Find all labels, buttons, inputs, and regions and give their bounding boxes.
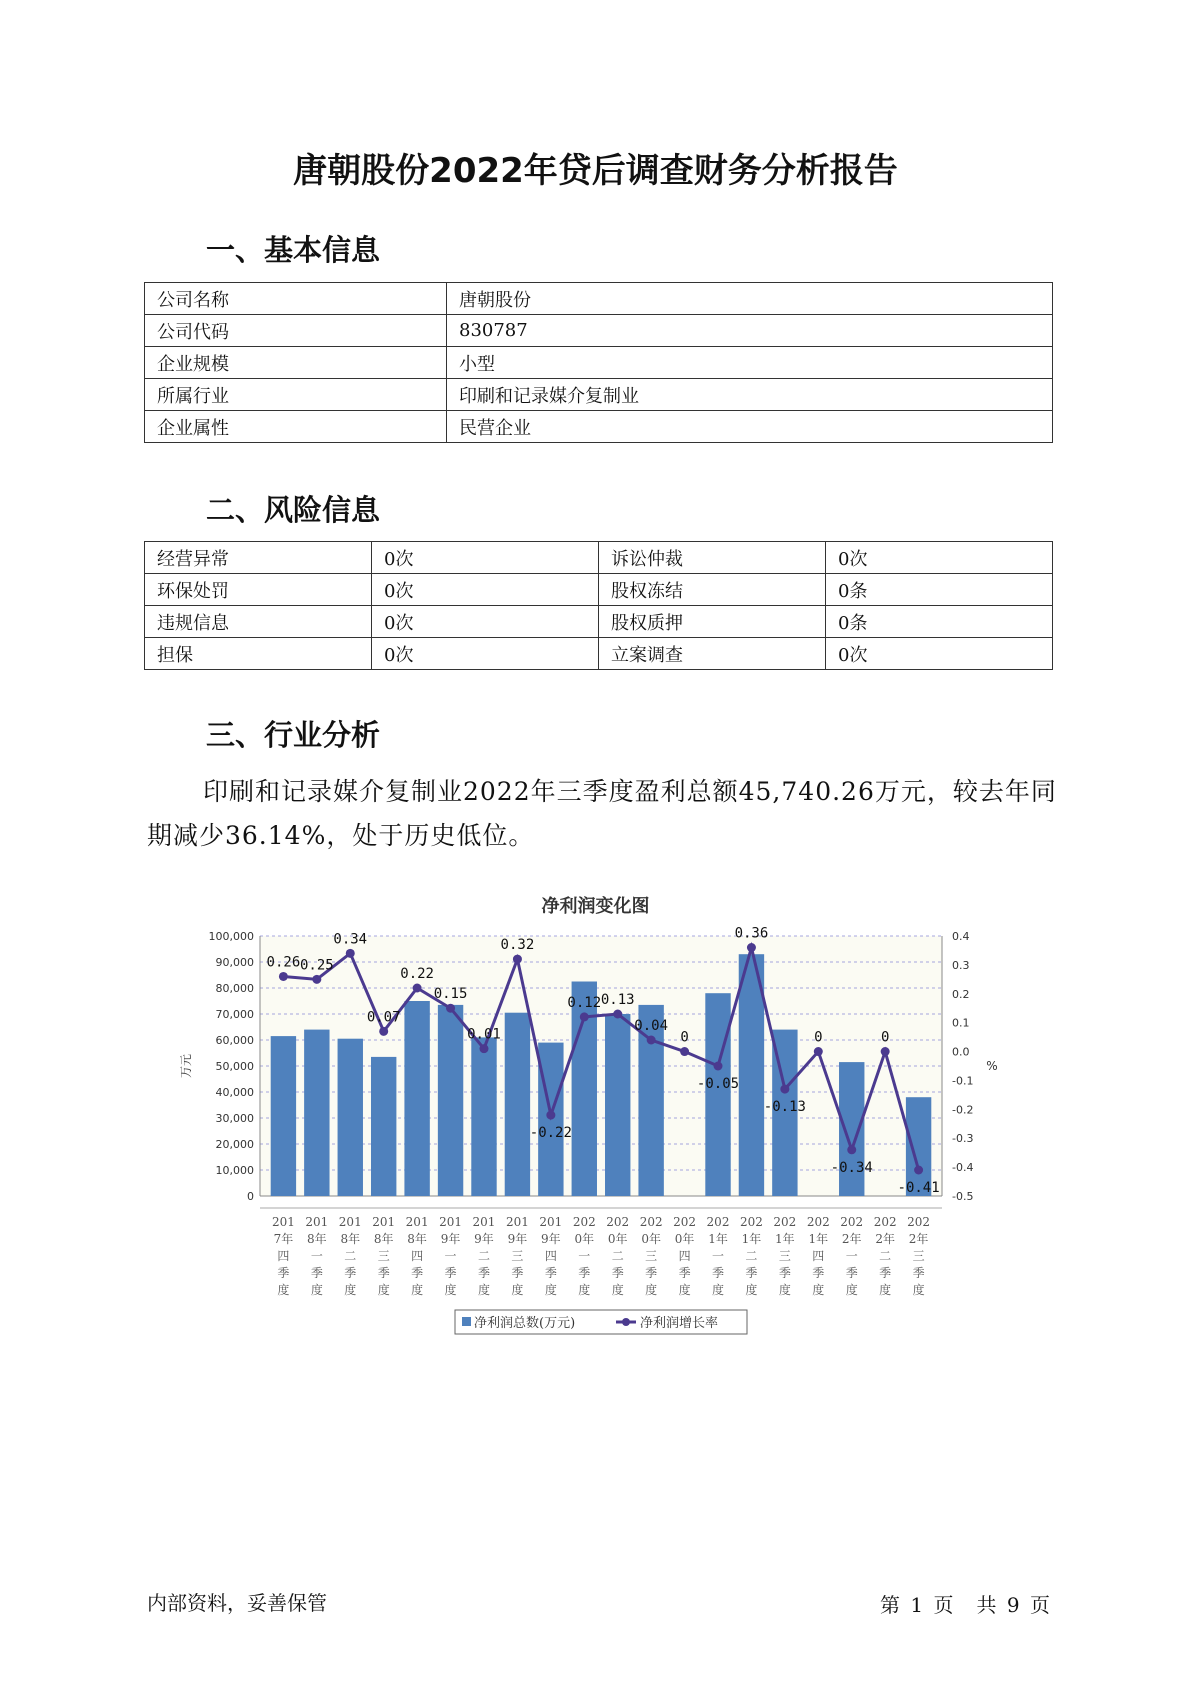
y-tick-left: 90,000 (215, 956, 254, 969)
x-tick-label: 度 (277, 1283, 290, 1297)
y-tick-right: -0.2 (952, 1103, 974, 1117)
table-row (145, 574, 1053, 606)
x-tick-label: 201 (405, 1215, 429, 1229)
growth-point (580, 1012, 589, 1021)
x-tick-label: 7年 (273, 1232, 294, 1246)
x-tick-label: 季 (411, 1266, 424, 1280)
page-number (878, 1589, 1052, 1618)
x-tick-label: 201 (472, 1215, 496, 1229)
data-label: -0.13 (763, 1099, 806, 1116)
x-tick-label: 季 (812, 1266, 825, 1280)
x-tick-label: 度 (310, 1283, 323, 1297)
x-tick-label: 度 (611, 1283, 624, 1297)
x-tick-label: 度 (544, 1283, 557, 1297)
table-row (145, 379, 1053, 411)
x-tick-label: 201 (271, 1215, 295, 1229)
x-tick-label: 度 (645, 1283, 658, 1297)
y-tick-left: 20,000 (215, 1138, 254, 1151)
x-tick-label: 201 (439, 1215, 463, 1229)
x-tick-label: 季 (578, 1266, 591, 1280)
chart-title: 净利润变化图 (541, 896, 650, 917)
growth-point (680, 1047, 689, 1056)
data-label: 0 (880, 1029, 890, 1046)
x-tick-label: 三 (778, 1249, 791, 1263)
x-tick-label: 1年 (775, 1232, 795, 1246)
y-axis-right-title: % (986, 1059, 998, 1073)
x-tick-label: 三 (912, 1249, 925, 1263)
x-tick-label: 季 (377, 1266, 390, 1280)
x-tick-label: 二 (611, 1249, 624, 1263)
x-tick-label: 季 (712, 1266, 725, 1280)
confidential-note: 内部资料，妥善保管 (147, 1591, 327, 1615)
growth-point (513, 955, 522, 964)
risk-label: 担保 (145, 638, 372, 670)
x-tick-label: 202 (873, 1215, 897, 1229)
x-tick-label: 202 (739, 1215, 763, 1229)
risk-label: 股权质押 (599, 606, 826, 638)
x-tick-label: 四 (411, 1249, 424, 1263)
data-label: -0.05 (696, 1076, 740, 1092)
x-tick-label: 一 (578, 1249, 591, 1263)
x-tick-label: 度 (879, 1283, 892, 1297)
growth-point (780, 1085, 789, 1094)
x-tick-label: 8年 (307, 1232, 327, 1246)
table-row (145, 606, 1053, 638)
bar (471, 1037, 496, 1196)
field-label: 公司名称 (145, 283, 447, 315)
x-tick-label: 三 (645, 1249, 658, 1263)
risk-value: 0次 (826, 638, 1053, 670)
x-tick-label: 一 (845, 1249, 858, 1263)
x-tick-label: 202 (673, 1215, 697, 1229)
growth-point (413, 984, 422, 993)
x-tick-label: 四 (812, 1249, 825, 1263)
y-tick-left: 40,000 (215, 1086, 254, 1099)
x-tick-label: 度 (678, 1283, 691, 1297)
field-label: 企业属性 (145, 411, 447, 443)
data-label: 0 (680, 1029, 689, 1046)
bar (271, 1036, 296, 1196)
bar (304, 1030, 329, 1196)
total-unit: 页 (1030, 1593, 1050, 1617)
x-tick-label: 201 (539, 1215, 563, 1229)
section-heading-risk-info: 二、风险信息 (206, 493, 381, 527)
risk-value: 0条 (826, 606, 1053, 638)
x-tick-label: 0年 (607, 1232, 628, 1246)
table-row (145, 638, 1053, 670)
x-tick-label: 二 (879, 1249, 892, 1263)
x-tick-label: 度 (344, 1283, 357, 1297)
x-tick-label: 0年 (574, 1232, 595, 1246)
x-tick-label: 1年 (708, 1232, 728, 1246)
x-tick-label: 二 (745, 1249, 758, 1263)
legend-bar-swatch (462, 1317, 471, 1326)
x-tick-label: 三 (377, 1249, 390, 1263)
x-tick-label: 四 (678, 1249, 691, 1263)
growth-point (379, 1027, 388, 1036)
x-tick-label: 度 (845, 1283, 858, 1297)
legend-line-marker (622, 1318, 630, 1326)
x-tick-label: 度 (377, 1283, 390, 1297)
total-prefix: 共 (976, 1593, 997, 1617)
growth-point (346, 949, 355, 958)
field-value: 民营企业 (447, 411, 1053, 443)
data-label: 0 (814, 1029, 823, 1046)
y-tick-left: 100,000 (208, 930, 254, 943)
x-tick-label: 2年 (908, 1232, 929, 1246)
x-tick-label: 8年 (340, 1232, 361, 1246)
growth-point (279, 972, 288, 981)
bar (338, 1039, 363, 1196)
y-tick-right: 0.1 (952, 1016, 970, 1030)
y-tick-right: -0.1 (952, 1074, 974, 1088)
x-tick-label: 202 (706, 1215, 730, 1229)
risk-value: 0条 (826, 574, 1053, 606)
growth-point (814, 1047, 823, 1056)
growth-point (914, 1166, 923, 1175)
x-tick-label: 度 (712, 1283, 725, 1297)
x-tick-label: 202 (572, 1215, 596, 1229)
x-tick-label: 1年 (741, 1232, 762, 1246)
y-tick-right: -0.3 (952, 1132, 974, 1146)
x-tick-label: 度 (477, 1283, 490, 1297)
table-row (145, 283, 1053, 315)
data-label: -0.41 (897, 1180, 940, 1196)
x-tick-label: 8年 (407, 1232, 427, 1246)
x-tick-label: 度 (578, 1283, 591, 1297)
x-tick-label: 202 (773, 1215, 797, 1229)
y-tick-right: 0.3 (952, 958, 970, 972)
data-label: -0.22 (529, 1125, 572, 1142)
section-heading-basic-info: 一、基本信息 (206, 233, 381, 267)
x-tick-label: 三 (511, 1249, 524, 1263)
x-tick-label: 季 (344, 1266, 357, 1280)
x-tick-label: 季 (645, 1266, 658, 1280)
x-tick-label: 季 (912, 1266, 925, 1280)
page-total: 9 (1006, 1593, 1020, 1617)
data-label: 0.25 (299, 957, 334, 974)
x-tick-label: 季 (511, 1266, 524, 1280)
x-tick-label: 季 (544, 1266, 557, 1280)
field-value: 唐朝股份 (447, 283, 1053, 315)
x-tick-label: 0年 (674, 1232, 695, 1246)
x-tick-label: 一 (310, 1249, 323, 1263)
risk-label: 立案调查 (599, 638, 826, 670)
x-tick-label: 201 (372, 1215, 396, 1229)
bar (705, 993, 730, 1196)
section-heading-industry-analysis: 三、行业分析 (206, 718, 381, 752)
page-title: 唐朝股份2022年贷后调查财务分析报告 (293, 151, 898, 191)
growth-point (747, 943, 756, 952)
x-tick-label: 季 (444, 1266, 457, 1280)
data-label: 0.34 (333, 931, 368, 948)
x-tick-label: 0年 (641, 1232, 661, 1246)
bar (438, 1005, 463, 1196)
table-row (145, 542, 1053, 574)
bar (839, 1062, 864, 1196)
risk-label: 违规信息 (145, 606, 372, 638)
risk-info-table (144, 541, 1053, 670)
y-tick-left: 80,000 (215, 982, 254, 995)
legend-bar-label: 净利润总数(万元) (474, 1316, 576, 1331)
x-tick-label: 度 (511, 1283, 524, 1297)
y-tick-left: 50,000 (215, 1060, 254, 1073)
data-label: 0.36 (734, 925, 769, 942)
x-tick-label: 度 (912, 1283, 925, 1297)
risk-value: 0次 (372, 638, 599, 670)
risk-label: 股权冻结 (599, 574, 826, 606)
x-tick-label: 201 (338, 1215, 362, 1229)
growth-point (613, 1010, 622, 1019)
x-tick-label: 四 (544, 1249, 557, 1263)
bar (605, 1014, 630, 1196)
y-tick-right: -0.4 (952, 1161, 974, 1175)
legend-line-label: 净利润增长率 (640, 1316, 719, 1331)
y-axis-left-title: 万元 (179, 1053, 193, 1079)
growth-point (714, 1062, 723, 1071)
field-value: 小型 (447, 347, 1053, 379)
data-label: 0.07 (366, 1009, 401, 1026)
x-tick-label: 一 (444, 1249, 457, 1263)
industry-analysis-paragraph: 印刷和记录媒介复制业2022年三季度盈利总额45,740.26万元，较去年同期减少36.14%，处于历史低位。 (147, 777, 1057, 850)
bar (371, 1057, 396, 1196)
risk-value: 0次 (372, 574, 599, 606)
risk-value: 0次 (372, 542, 599, 574)
risk-label: 经营异常 (145, 542, 372, 574)
risk-value: 0次 (372, 606, 599, 638)
table-row (145, 347, 1053, 379)
y-tick-left: 30,000 (215, 1112, 254, 1125)
risk-value: 0次 (826, 542, 1053, 574)
x-tick-label: 二 (344, 1249, 357, 1263)
x-tick-label: 202 (840, 1215, 864, 1229)
field-value: 830787 (447, 315, 1053, 347)
x-tick-label: 度 (812, 1283, 825, 1297)
data-label: 0.15 (433, 986, 468, 1003)
x-tick-label: 季 (310, 1266, 323, 1280)
page-current: 1 (910, 1593, 924, 1617)
growth-point (647, 1036, 656, 1045)
data-label: 0.13 (600, 992, 635, 1008)
y-tick-right: 0.4 (952, 930, 970, 943)
y-tick-left: 0 (247, 1190, 254, 1203)
x-tick-label: 8年 (373, 1232, 394, 1246)
y-tick-right: 0.2 (952, 987, 970, 1001)
x-tick-label: 度 (745, 1283, 758, 1297)
y-tick-right: 0.0 (952, 1045, 970, 1059)
data-label: 0.22 (400, 966, 434, 982)
data-label: 0.12 (567, 994, 602, 1011)
growth-point (446, 1004, 455, 1013)
x-tick-label: 9年 (541, 1232, 561, 1246)
y-tick-right: -0.5 (952, 1190, 974, 1203)
x-tick-label: 季 (845, 1266, 858, 1280)
risk-label: 环保处罚 (145, 574, 372, 606)
x-tick-label: 二 (477, 1249, 490, 1263)
field-label: 所属行业 (145, 379, 447, 411)
x-tick-label: 四 (277, 1249, 290, 1263)
x-tick-label: 2年 (875, 1232, 895, 1246)
x-tick-label: 季 (879, 1266, 892, 1280)
x-tick-label: 2年 (841, 1232, 862, 1246)
x-tick-label: 季 (611, 1266, 624, 1280)
field-label: 公司代码 (145, 315, 447, 347)
data-label: 0.04 (634, 1018, 669, 1034)
x-tick-label: 9年 (507, 1232, 528, 1246)
x-tick-label: 202 (907, 1215, 931, 1229)
field-value: 印刷和记录媒介复制业 (447, 379, 1053, 411)
x-tick-label: 度 (444, 1283, 457, 1297)
x-tick-label: 季 (745, 1266, 758, 1280)
x-tick-label: 季 (778, 1266, 791, 1280)
x-tick-label: 9年 (474, 1232, 494, 1246)
basic-info-table (144, 282, 1053, 443)
table-row (145, 315, 1053, 347)
x-tick-label: 季 (678, 1266, 691, 1280)
x-tick-label: 9年 (440, 1232, 461, 1246)
y-tick-left: 10,000 (215, 1164, 254, 1177)
page-prefix: 第 (880, 1593, 901, 1617)
data-label: 0.26 (266, 954, 301, 971)
x-tick-label: 202 (606, 1215, 630, 1229)
x-tick-label: 1年 (808, 1232, 829, 1246)
growth-point (546, 1111, 555, 1120)
data-label: 0.32 (500, 937, 535, 954)
field-label: 企业规模 (145, 347, 447, 379)
growth-point (881, 1047, 890, 1056)
x-tick-label: 201 (505, 1215, 529, 1229)
data-label: 0.01 (467, 1026, 501, 1043)
y-tick-left: 60,000 (215, 1034, 254, 1047)
y-tick-left: 70,000 (215, 1008, 254, 1021)
page-unit: 页 (933, 1593, 954, 1617)
x-tick-label: 202 (639, 1215, 663, 1229)
growth-point (847, 1145, 856, 1154)
bar (505, 1013, 530, 1196)
x-tick-label: 季 (277, 1266, 290, 1280)
net-profit-chart (170, 920, 1030, 1350)
x-tick-label: 度 (778, 1283, 791, 1297)
x-tick-label: 季 (477, 1266, 490, 1280)
bar (404, 1001, 429, 1196)
growth-point (479, 1044, 488, 1053)
growth-point (312, 975, 321, 984)
data-label: -0.34 (830, 1159, 873, 1176)
x-tick-label: 202 (806, 1215, 830, 1229)
table-row (145, 411, 1053, 443)
x-tick-label: 一 (712, 1249, 725, 1263)
x-tick-label: 201 (305, 1215, 329, 1229)
risk-label: 诉讼仲裁 (599, 542, 826, 574)
x-tick-label: 度 (411, 1283, 424, 1297)
